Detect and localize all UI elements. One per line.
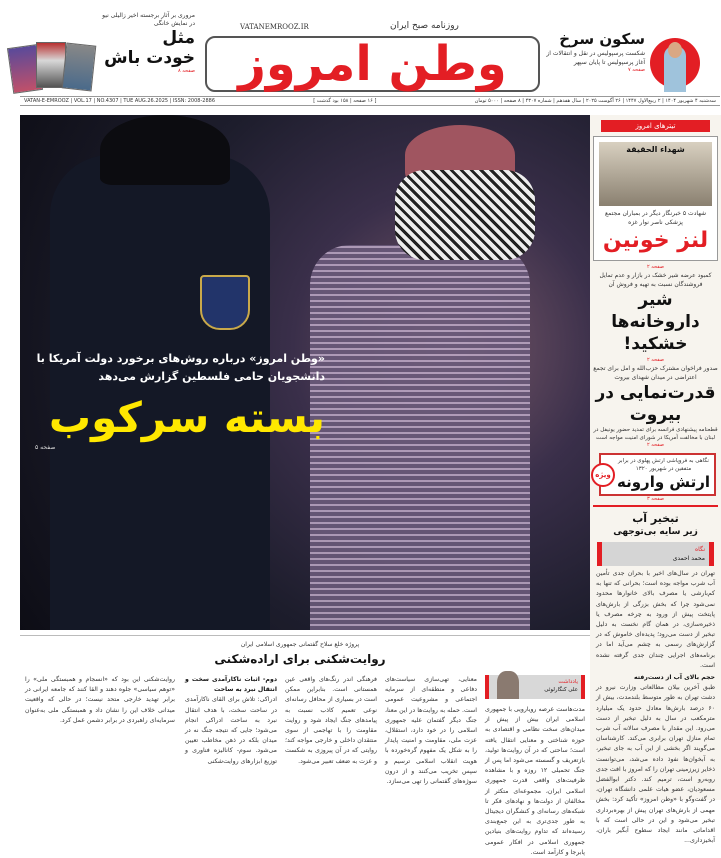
article-column-4-subhead: دوم- اثبات ناکارآمدی سخت و انتقال نبرد به ساحت xyxy=(185,676,277,694)
article-column-2: معنایی، تهی‌سازی سیاست‌های دفاعی و منطقه‌ای از سرمایه اجتماعی و مشروعیت عمومی است. حمله به روایت‌ها در این معنا، جنگ دیگر گفتمان علیه جمهوری اسلامی را در خود دارد، استقلال، عزت ملی، مقاومت و امنیت پایدار را به شکل یک مفهوم گره‌خورده با هویت انقلاب اسلامی ترسیم و سپس تخریب می‌کنند و از درون سوژه‌های گفتمانی را تهی می‌سازد. xyxy=(385,676,477,786)
issue-info-pages: [ ۱۶ صفحه | ۱۵۸ بود گذشت ] xyxy=(313,98,377,104)
article-column-5: روایت‌شکنی این بود که «انسجام و همبستگی ملی» را «توهم سیاسی» جلوه دهند و القا کنند که جامعه ایرانی در برابر تهدید خارجی متحد نیست؛ در حالی که واقعیت میدانی خلاف این را نشان داد و همبستگی ملی به‌عنوان سرمایه‌ای راهبردی در برابر دشمن عمل کرد. xyxy=(25,676,175,724)
magazine-covers-image xyxy=(8,40,98,92)
lead-page: صفحه ۵ xyxy=(35,444,56,451)
teaser-kicker: مروری بر آثار برجسته اخیر زالیلی نیو در نمایش خانگی xyxy=(102,12,195,27)
right-column-content xyxy=(593,118,718,845)
issue-info-latin: VATAN-E-EMROOZ | VOL.17 | NO.4307 | TUE AUG.26.2025 | ISSN: 2008-2886 xyxy=(24,98,216,104)
milk-headline[interactable]: شیر داروخانه‌ها خشکید! xyxy=(611,290,700,354)
author-label: یادداشت xyxy=(558,679,578,685)
divider xyxy=(20,635,590,636)
teaser-headline: خودت باش xyxy=(104,48,195,68)
beirut-kicker: صدور فراخوان مشترک حزب‌الله و امل برای تجمع اعتراضی در میدان شهدای بیروت xyxy=(593,365,718,381)
special-badge: ویژه xyxy=(591,463,615,487)
tagline: روزنامه صبح ایران xyxy=(390,21,459,31)
lead-text-block xyxy=(35,350,325,452)
police-helmet xyxy=(100,115,230,185)
column-label-box xyxy=(597,542,714,566)
newspaper-logo[interactable]: وطن امروز xyxy=(238,36,507,92)
lead-photo[interactable] xyxy=(20,115,590,630)
teaser-subtext: شکست پرسپولیس در نقل و انتقالات از آغاز پرسپولیس تا پایان سپهر xyxy=(546,50,645,66)
beirut-note: قطعنامه پیشنهادی فرانسه برای تمدید حضور یونیفل در لبنان با مخالفت آمریکا در شورای امنیت مواجه است xyxy=(593,427,718,441)
protester-figure xyxy=(310,245,530,630)
column-author: محمد احمدی xyxy=(672,555,705,562)
page-ref: صفحه ۲ xyxy=(647,264,664,270)
water-subheadline: زیر سایه بی‌توجهی xyxy=(613,527,698,537)
lead-headline[interactable]: بسته سرکوب xyxy=(48,393,325,442)
bottom-headline[interactable]: روایت‌شکنی برای اراده‌شکنی xyxy=(214,652,386,666)
army-kicker: نگاهی به فروپاشی ارتش پهلوی در برابر متفقین در شهریور ۱۳۲۰ xyxy=(618,458,709,472)
water-body-2: طبق آخرین بیلان مطالعاتی وزارت نیرو در دشت تهران به طور متوسط بلندمدت، بیش از ۶۰ درصد بارش‌ها معادل حدود یک میلیارد مترمکعب در سال به دلیل تبخیر از دست می‌رود. این مقدار با مصرف سالانه آب شرب تمام منازل تهران برابری می‌کند. کارشناسان می‌گویند اگر بخشی از این آب به جای تبخیر، به آبخوان‌ها نفوذ داده می‌شد، می‌توانست ذخایر زیرزمینی تهران را که امروز با افت جدی روبه‌رو است، ترمیم کند. دکتر ابوالفضل مسعودیان، عضو هیات علمی دانشگاه تهران، در گفت‌وگو با «وطن امروز» تأکید کرد: بخش مهمی از بارش‌های تهران پیش از بهره‌برداری تبخیر می‌شود و این در حالی است که با اقداماتی مانند ایجاد سطوح آبگیر باران، آبخیزداری... xyxy=(596,684,715,845)
author-photo xyxy=(497,671,519,699)
player-portrait xyxy=(650,38,700,88)
bottom-kicker: پروژه خلع سلاح گفتمانی جمهوری اسلامی ایران xyxy=(240,641,360,648)
teaser-headline: مثل xyxy=(162,28,195,48)
army-story[interactable] xyxy=(595,453,716,496)
issue-info-bar xyxy=(20,96,720,106)
lens-story-box[interactable] xyxy=(593,136,718,261)
page-ref: صفحه ۲ xyxy=(647,357,664,363)
milk-kicker: کمبود عرضه شیر خشک در بازار و عدم تمایل فروشندگان نسبت به تهیه و فروش آن xyxy=(599,272,712,288)
article-column-4: ادراکی: تلاش برای القای ناکارآمدی در ساحت سخت، با هدف انتقال نبرد به ساحت ادراکی انجام می‌شود؛ جایی که نتیجه جنگ نه در میدان بلکه در ذهن مخاطب تعیین می‌شود. سوم- کانالیزه فناوری و توزیع ابزارهای روایت‌شکنی xyxy=(185,696,277,765)
article-column-3: فرهنگی اندر رنگ‌های واقعی عین همستانی است. بنابراین ممکن است در بسیاری از محافل رسانه‌ای نوعی تعمیم کاذب نسبت به پیامدهای جنگ ایجاد شود و روایت مقاومت را با تهاجمی از سوی منتقدان داخلی و خارجی مواجه کند؛ روایتی که در آن پیروزی به شکست و عزت به ضعف تعبیر می‌شود. xyxy=(285,676,377,765)
teaser-left[interactable] xyxy=(100,12,195,75)
teaser-headline: سکون سرخ xyxy=(559,30,645,48)
teaser-right[interactable] xyxy=(545,30,645,74)
page-ref: صفحه ۲ xyxy=(647,442,664,448)
army-story-box[interactable] xyxy=(599,453,716,496)
lens-headline[interactable]: لنز خونین xyxy=(602,228,709,253)
water-subhead: حجم بالای آب از دست‌رفته xyxy=(633,674,715,682)
page-ref: صفحه ۳ xyxy=(647,496,664,502)
column-label: نگاه xyxy=(695,546,705,553)
lead-subheadline: «وطن امروز» درباره روش‌های برخورد دولت آمریکا با دانشجویان حامی فلسطین گزارش می‌دهد xyxy=(36,352,325,383)
photo-title: شهداء الحقيقة xyxy=(626,145,685,154)
issue-info-persian: سه‌شنبه ۴ شهریور ۱۴۰۴ | ۲ ربیع‌الاول ۱۴۴۷ | ۲۶ آگوست ۲۰۲۵ | سال هفدهم | شماره ۴۳۰۷ | ۸ صفحه | ۵۰۰۰ تومان xyxy=(474,98,716,104)
lens-kicker: شهادت ۵ خبرنگار دیگر در بمباران مجتمع پزشکی ناصر نوار غزه xyxy=(604,210,706,226)
article-column-4-block xyxy=(185,675,277,800)
teaser-page: صفحه ۷ xyxy=(628,67,645,73)
journalists-photo xyxy=(599,142,712,206)
headlines-tab: تیترهای امروز xyxy=(601,120,710,132)
beirut-headline[interactable]: قدرت‌نمایی در بیروت xyxy=(595,383,716,425)
article-column-1: مدت‌هاست عرصه رویارویی با جمهوری اسلامی ایران بیش از پیش از میدان‌های سخت نظامی و اقتصادی به حوزه شناختی و معنایی انتقال یافته است؛ ساحتی که در آن روایت‌ها تولید، بازتعریف و گسسته می‌شود اما پس از جنگ تحمیلی ۱۲ روزه و با مشاهده ظرفیت‌های واقعی قدرت جمهوری اسلامی ایران، مجموعه‌ای متکثر از مخالفان از دولت‌ها و نهادهای فکر تا شبکه‌های رسانه‌ای و کنشگران دیجیتال به طور جدی‌تری به این جمع‌بندی رسیده‌اند که تداوم روایت‌های بنیادین جمهوری اسلامی در افکار عمومی پابرجا و کارآمد است. xyxy=(485,706,586,856)
teaser-page: صفحه ۸ xyxy=(178,68,195,74)
website-url[interactable]: VATANEMROOZ.IR xyxy=(240,23,309,31)
water-body: تهران در سال‌های اخیر با بحران جدی تأمین آب شرب مواجه بوده است؛ بحرانی که تنها به کم‌بارشی یا مصرف بالای خانوارها محدود نمی‌شود چرا که بخش بزرگی از بارش‌های پایتخت پیش از ورود به چرخه مصرف یا ذخیره‌سازی، در همان گام نخست به دلیل تبخیر از دست می‌رود؛ پدیده‌ای خاموش که در گزارش‌های رسمی به چشم می‌آید اما در برنامه‌های اجرایی چندان جدی گرفته نشده است. xyxy=(596,570,715,669)
section-divider xyxy=(593,505,718,507)
author-name: علی کنگارلوئی xyxy=(544,687,578,693)
police-badge xyxy=(200,275,250,330)
keffiyeh-scarf xyxy=(395,170,535,260)
army-headline: ارتش وارونه xyxy=(617,473,710,491)
water-headline[interactable]: تبخیر آب xyxy=(632,512,679,525)
